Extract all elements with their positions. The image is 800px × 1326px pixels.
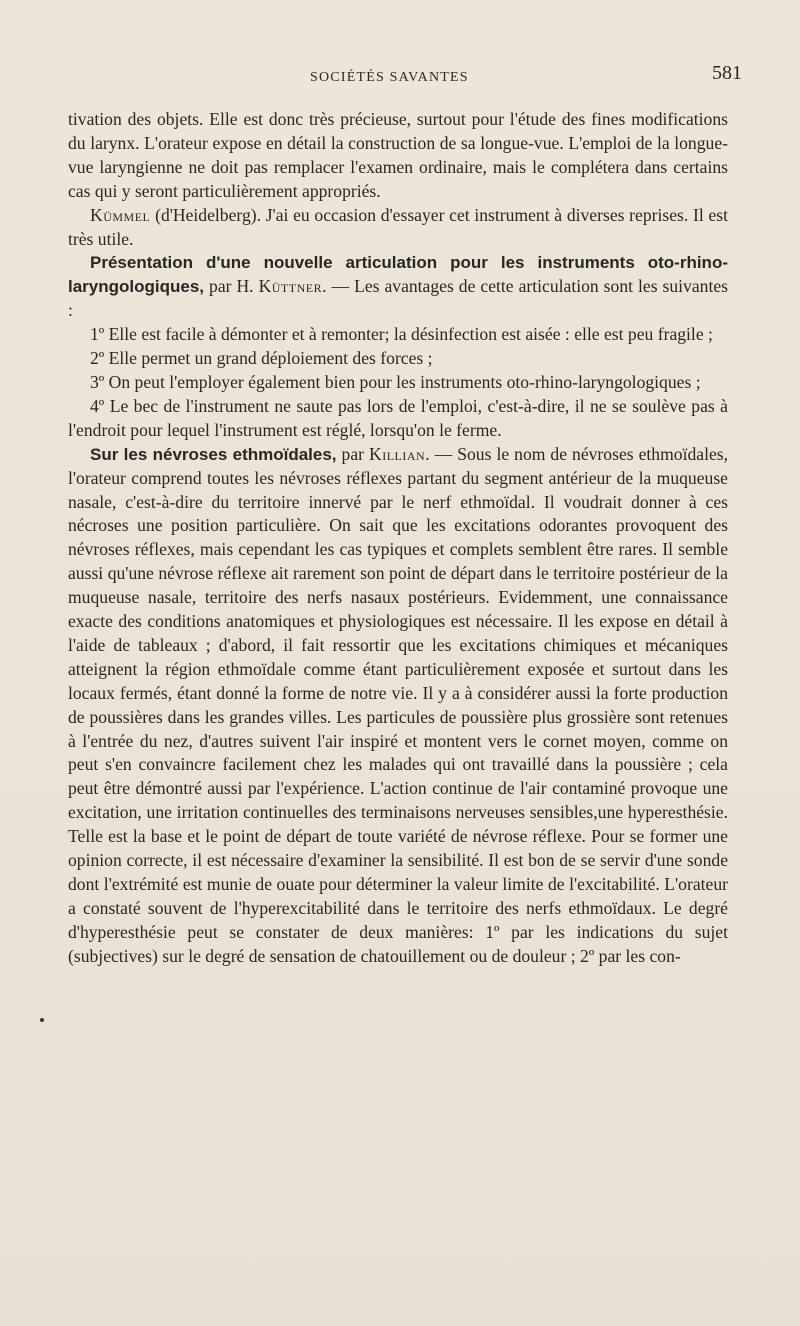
author-name: Küttner [258,276,323,297]
section-heading: Sur les névroses ethmoïdales, [90,444,337,464]
list-item: 2º Elle permet un grand déploiement des forces ; [90,348,433,369]
list-item: 3º On peut l'employer également bien pour les instruments oto-rhino-laryngologiques ; [90,371,701,392]
list-item: 4º Le bec de l'instrument ne saute pas lors de l'emploi, c'est-à-dire, il ne se soulève pas à l'endroit pour lequel l'instrument est réglé, lorsqu'on le ferme. [68,395,728,440]
paragraph-killian: Sur les névroses ethmoïdales, par Killian. — Sous le nom de névroses ethmoïdales, l'orateur comprend toutes les névroses réflexes partant du segment antérieur de la muqueuse nasale, c'est-à-dire du territoire innervé par le nerf ethmoïdal. Il voudrait donner à ces nécroses une position particulière. On sait que les excitations odorantes provoquent des névroses réflexes, mais cependant les cas typiques et complets semblent être rares. Il semble aussi qu'une névrose réflexe ait rarement son point de départ dans le territoire postérieur de la muqueuse nasale, territoire des nerfs nasaux postérieurs. Evidemment, une connaissance exacte des conditions anatomiques et physiologiques est nécessaire. Il les expose en détail à l'aide de tableaux ; d'abord, il fait ressortir que les excitations chimiques et mécaniques atteignent la région ethmoïdale comme étant particulièrement exposée et surtout dans les locaux fermés, étant donné la forme de notre vie. Il y a à considérer aussi la forte production de poussières dans les grandes villes. Les particules de poussière plus grossière sont retenues à l'entrée du nez, d'autres suivent l'air inspiré et montent vers le cornet moyen, comme on peut s'en convaincre facilement chez les malades qui ont travaillé dans la poussière ; cela peut être démontré aussi par l'expérience. L'action continue de l'air contaminé provoque une excitation, une irritation continuelles des terminaisons nerveuses sensibles,une hyperesthésie. Telle est la base et le point de départ de toute variété de névrose réflexe. Pour se former une opinion correcte, il est nécessaire d'examiner la sensibilité. Il est bon de se servir d'une sonde dont l'extrémité est munie de ouate pour déterminer la valeur limite de l'excitabilité. L'orateur a constaté souvent de l'hyperexcitabilité dans le territoire des nerfs ethmoïdaux. Le degré d'hyperesthésie peut se constater de deux manières: 1º par les indications du sujet (subjectives) sur le degré de sensation de chatouillement ou de douleur ; 2º par les con- [68,443,729,966]
author-name: Killian [369,443,426,464]
running-head: SOCIÉTÉS SAVANTES [310,70,469,85]
body-text [68,108,728,969]
author-name: Kümmel [90,204,151,225]
paragraph-continuation: tivation des objets. Elle est donc très précieuse, surtout pour l'étude des fines modifications du larynx. L'orateur expose en détail la construction de sa longue-vue. L'emploi de la longue-vue laryngienne ne doit pas remplacer l'examen ordinaire, mais le complétera dans certains cas qui y seront particulièrement appropriés. [68,109,728,201]
list-item: 1º Elle est facile à démonter et à remonter; la désinfection est aisée : elle est peu fragile ; [90,324,713,345]
section-heading: Présentation d'une nouvelle articulation pour les instruments oto-rhino-laryngologiques, [68,253,728,297]
page-number: 581 [712,62,742,84]
paragraph-kummel-comment: Kümmel (d'Heidelberg). J'ai eu occasion d'essayer cet instrument à diverses reprises. Il est très utile. [68,204,728,249]
ink-spot [40,1018,44,1022]
paragraph-kuttner: Présentation d'une nouvelle articulation pour les instruments oto-rhino-laryngologiques, par H. Küttner. — Les avantages de cette articulation sont les suivantes : [68,253,729,321]
page-header [0,62,800,96]
